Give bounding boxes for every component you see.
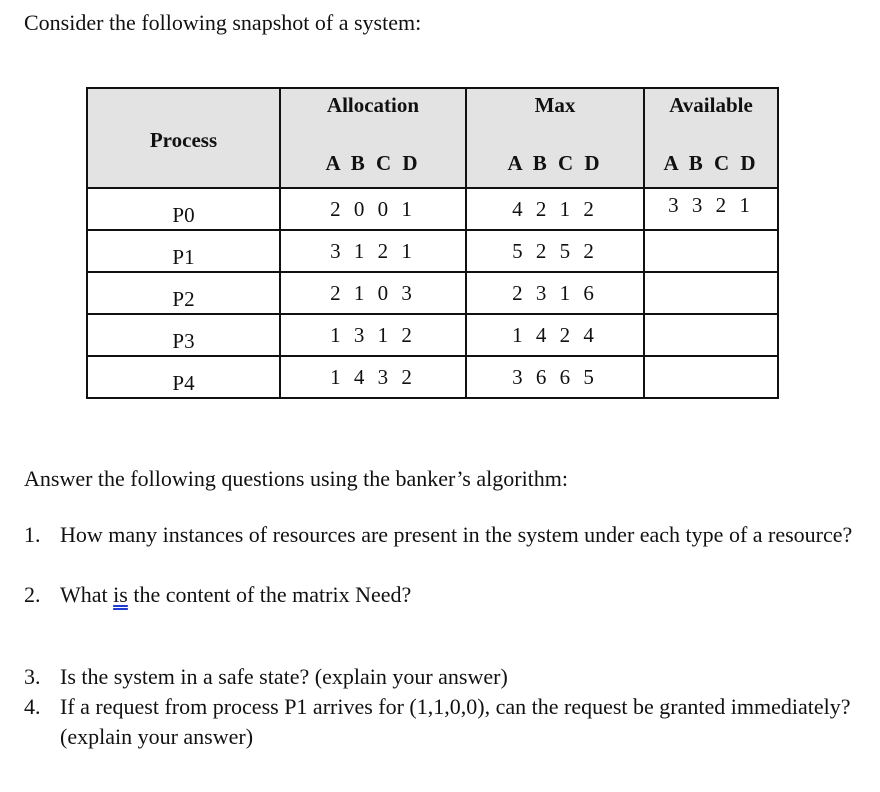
max-cell xyxy=(466,230,644,272)
table-row xyxy=(87,314,778,356)
process-cell xyxy=(87,188,280,230)
process-cell xyxy=(87,230,280,272)
table-header-row xyxy=(87,88,778,188)
max-value: 1 4 2 4 xyxy=(512,323,598,347)
process-value: P0 xyxy=(172,203,195,227)
question-number: 4. xyxy=(24,694,41,719)
process-cell xyxy=(87,314,280,356)
question-2 xyxy=(24,580,854,610)
max-value: 5 2 5 2 xyxy=(512,239,598,263)
question-number: 1. xyxy=(24,522,41,547)
process-header-label: Process xyxy=(149,128,218,152)
question-1 xyxy=(24,520,854,550)
max-cell xyxy=(466,188,644,230)
question-text-end: the content of the matrix Need? xyxy=(127,582,412,607)
allocation-cell xyxy=(280,272,466,314)
question-3 xyxy=(24,662,854,692)
max-value: 4 2 1 2 xyxy=(512,197,598,221)
allocation-cell xyxy=(280,188,466,230)
table-row xyxy=(87,188,778,230)
allocation-header xyxy=(280,88,466,188)
allocation-value: 3 1 2 1 xyxy=(330,239,416,263)
process-cell xyxy=(87,356,280,398)
available-header xyxy=(644,88,778,188)
max-cell xyxy=(466,272,644,314)
available-cell xyxy=(644,188,778,230)
question-text: How many instances of resources are present in the system under each type of a resource? xyxy=(60,522,853,547)
allocation-value: 2 1 0 3 xyxy=(330,281,416,305)
available-cell xyxy=(644,314,778,356)
process-cell xyxy=(87,272,280,314)
allocation-resources-label: A B C D xyxy=(325,151,421,175)
intro-text: Consider the following snapshot of a system: xyxy=(24,10,422,35)
process-value: P3 xyxy=(172,329,195,353)
table-row xyxy=(87,230,778,272)
question-text-start: What xyxy=(60,582,114,607)
available-cell xyxy=(644,230,778,272)
question-number: 2. xyxy=(24,582,41,607)
question-number: 3. xyxy=(24,664,41,689)
available-header-label: Available xyxy=(669,93,753,117)
allocation-cell xyxy=(280,314,466,356)
available-value: 3 3 2 1 xyxy=(668,193,754,217)
available-cell xyxy=(644,272,778,314)
question-4 xyxy=(24,692,854,752)
available-cell xyxy=(644,356,778,398)
process-value: P1 xyxy=(172,245,195,269)
underlined-word: is xyxy=(113,582,128,607)
max-cell xyxy=(466,356,644,398)
question-text xyxy=(60,580,854,610)
max-header xyxy=(466,88,644,188)
process-value: P4 xyxy=(172,371,195,395)
allocation-cell xyxy=(280,356,466,398)
allocation-cell xyxy=(280,230,466,272)
allocation-value: 2 0 0 1 xyxy=(330,197,416,221)
answer-intro-text: Answer the following questions using the banker’s algorithm: xyxy=(24,466,569,491)
max-value: 2 3 1 6 xyxy=(512,281,598,305)
allocation-header-label: Allocation xyxy=(326,93,420,117)
process-header xyxy=(87,88,280,188)
max-resources-label: A B C D xyxy=(507,151,603,175)
table-row xyxy=(87,272,778,314)
max-cell xyxy=(466,314,644,356)
max-header-label: Max xyxy=(534,93,576,117)
question-text: If a request from process P1 arrives for (1,1,0,0), can the request be granted immediately? (explain your answer) xyxy=(60,694,851,749)
allocation-value: 1 4 3 2 xyxy=(330,365,416,389)
max-value: 3 6 6 5 xyxy=(512,365,598,389)
available-resources-label: A B C D xyxy=(663,151,759,175)
question-text: Is the system in a safe state? (explain your answer) xyxy=(60,664,508,689)
system-snapshot-table xyxy=(86,87,779,399)
process-value: P2 xyxy=(172,287,195,311)
allocation-value: 1 3 1 2 xyxy=(330,323,416,347)
table-row xyxy=(87,356,778,398)
